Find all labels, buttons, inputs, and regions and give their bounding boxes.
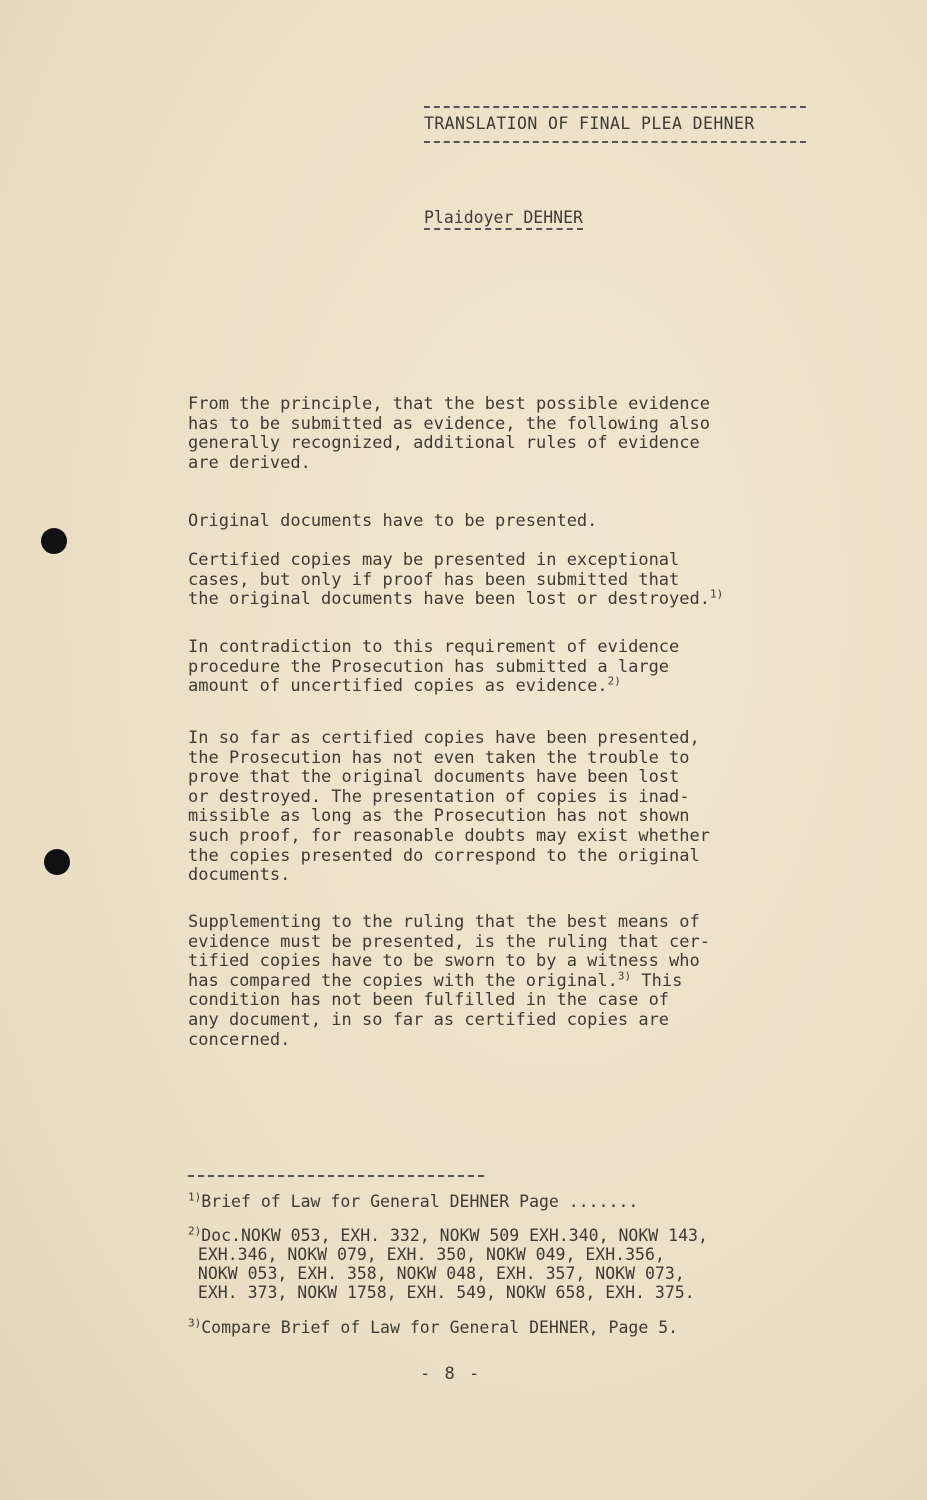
document-title: TRANSLATION OF FINAL PLEA DEHNER [424, 114, 755, 133]
header [424, 106, 806, 143]
footnote-mark: 3) [188, 1316, 202, 1330]
footnote-text: Brief of Law for General DEHNER Page ....... [201, 1192, 639, 1211]
footnote-mark: 2) [188, 1224, 202, 1238]
footnote-ref-1: 1) [709, 587, 724, 601]
footnote-text: Compare Brief of Law for General DEHNER, Page 5. [201, 1318, 679, 1337]
paragraph-principle: From the principle, that the best possible evidence has to be submitted as evidence, the following also generally recognized, additional rules of evidence are derived. [188, 394, 710, 473]
paragraph-supplementing [188, 913, 710, 1050]
footnote-ref-2: 2) [607, 674, 621, 688]
footnote-3 [188, 1318, 678, 1337]
paragraph-text: In contradiction to this requirement of evidence procedure the Prosecution has submitted a large amount of uncertified copies as evidence. [188, 637, 680, 697]
paragraph-certified-copies [188, 551, 723, 610]
footnote-2 [188, 1226, 708, 1302]
header-rule-bottom [424, 141, 806, 143]
paragraph-text: This condition has not been fulfilled in the case of any document, in so far as certified copies are concerned. [188, 970, 683, 1050]
page-number: - 8 - [420, 1364, 482, 1384]
paragraph-text: Certified copies may be presented in exceptional cases, but only if proof has been submitted that the original documents have been lost or destroyed. [188, 550, 710, 610]
punch-hole [44, 849, 70, 875]
document-subtitle: Plaidoyer DEHNER [424, 208, 583, 230]
footnote-1 [188, 1192, 638, 1211]
header-rule-top [424, 106, 806, 108]
paragraph-presentation: In so far as certified copies have been presented, the Prosecution has not even taken the trouble to prove that the original documents have been lost or destroyed. The presentation of copies is inad- missible as long as the Prosecution has not shown such proof, for reasonable doubts may exist whether the copies presented do correspond to the original documents. [188, 728, 710, 886]
paragraph-contradiction [188, 638, 679, 697]
punch-hole [41, 528, 67, 554]
footnote-text: Doc.NOKW 053, EXH. 332, NOKW 509 EXH.340, NOKW 143, EXH.346, NOKW 079, EXH. 350, NOKW 049, EXH.356, NOKW 053, EXH. 358, NOKW 048, EXH. 357, NOKW 073, EXH. 373, NOKW 1758, EXH. 549, NOKW 658, EXH. 375. [197, 1226, 708, 1302]
footnote-ref-3: 3) [617, 969, 632, 983]
paragraph-text: Supplementing to the ruling that the best means of evidence must be presented, is the ruling that cer- tified copies have to be sworn to by a witness who has compared the copies with the original. [188, 912, 710, 991]
footnote-separator [188, 1175, 484, 1177]
footnote-mark: 1) [188, 1190, 202, 1204]
paragraph-originals: Original documents have to be presented. [188, 511, 598, 531]
